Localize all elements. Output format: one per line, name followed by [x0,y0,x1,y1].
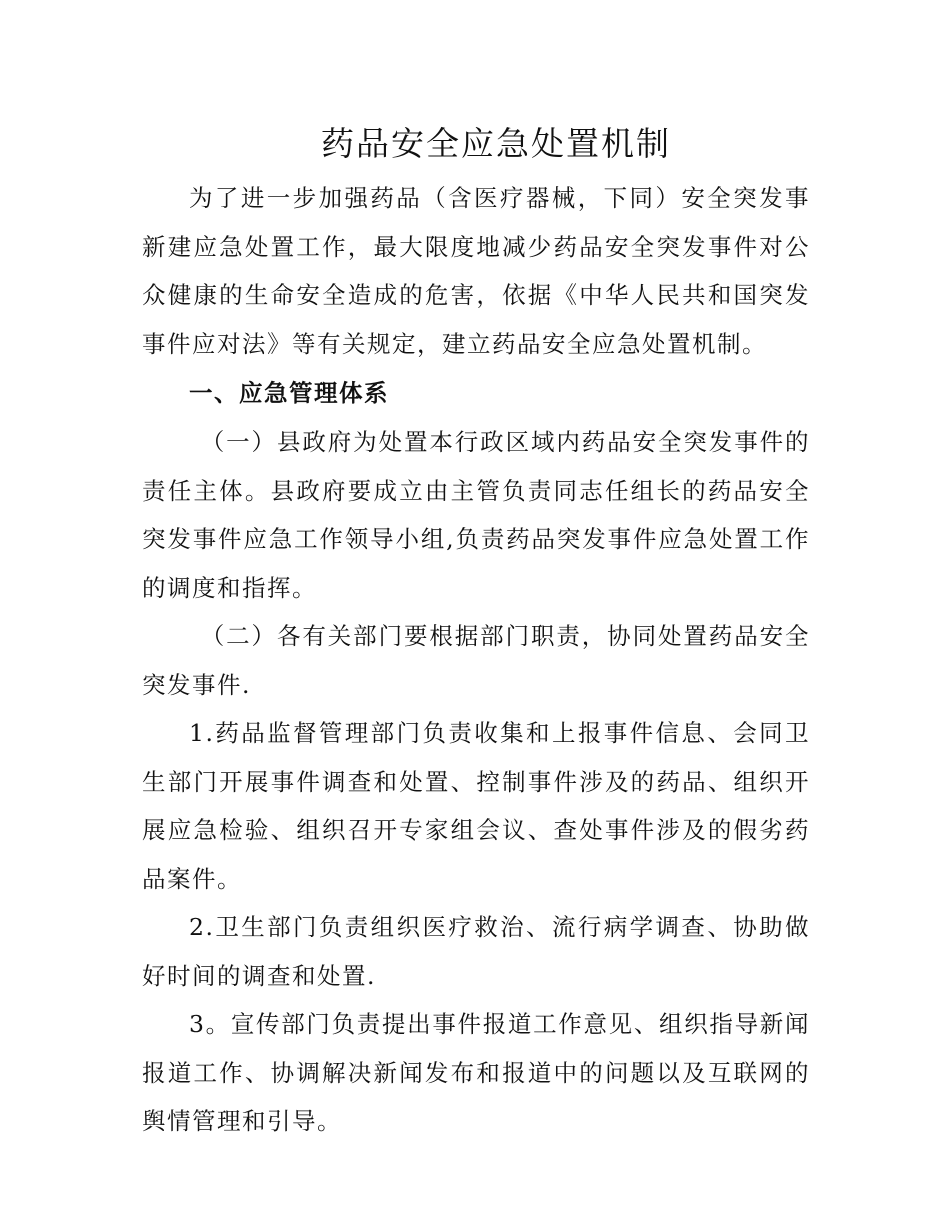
document-title: 药品安全应急处置机制 [321,124,671,163]
document-page [142,118,810,1146]
paragraph-departments: （二）各有关部门要根据部门职责，协同处置药品安全突发事件. [142,622,810,699]
paragraph-county-government: （一）县政府为处置本行政区域内药品安全突发事件的责任主体。县政府要成立由主管负责同志任组长的药品安全突发事件应急工作领导小组,负责药品突发事件应急处置工作的调度和指挥。 [142,428,810,602]
intro-paragraph: 为了进一步加强药品（含医疗器械，下同）安全突发事新建应急处置工作，最大限度地减少药品安全突发事件对公众健康的生命安全造成的危害，依据《中华人民共和国突发事件应对法》等有关规定，建立药品安全应急处置机制。 [142,184,810,358]
section-heading-emergency-management: 一、应急管理体系 [189,379,389,407]
list-item-publicity-department: 3。宣传部门负责提出事件报道工作意见、组织指导新闻报道工作、协调解决新闻发布和报道中的问题以及互联网的舆情管理和引导。 [142,1010,810,1135]
list-item-drug-supervision: 1.药品监督管理部门负责收集和上报事件信息、会同卫生部门开展事件调查和处置、控制事件涉及的药品、组织开展应急检验、组织召开专家组会议、查处事件涉及的假劣药品案件。 [142,719,810,893]
list-item-health-department: 2.卫生部门负责组织医疗救治、流行病学调查、协助做好时间的调查和处置. [142,913,810,990]
